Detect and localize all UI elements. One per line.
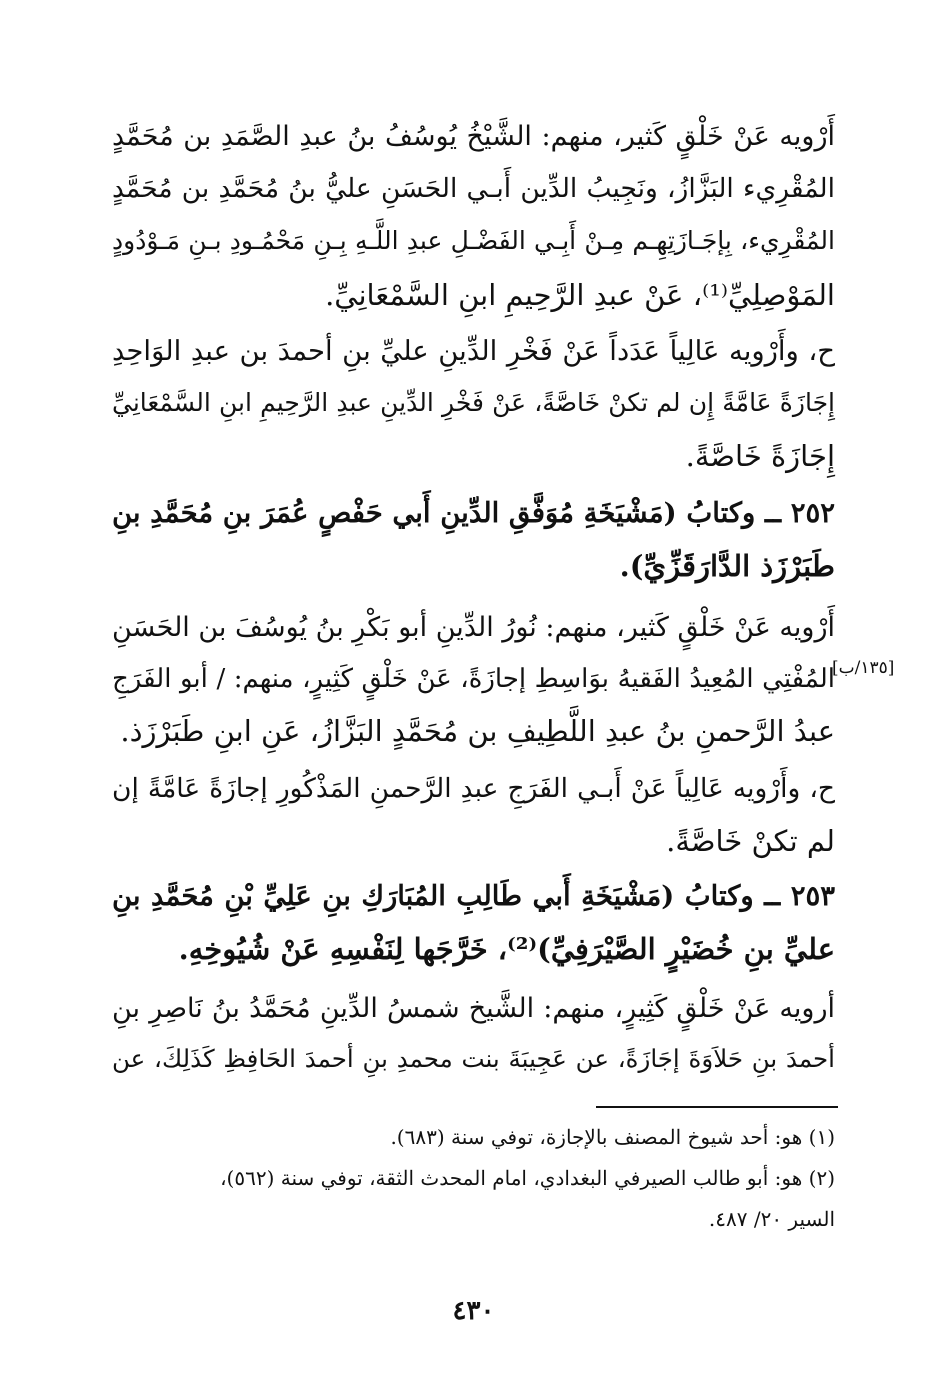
folio-margin-note: [١٣٥/ب] (832, 658, 895, 678)
text-line: عبدُ الرَّحمنِ بنُ عبدِ اللَّطِيفِ بن مُحَمَّدٍ البَزَّازُ، عَنِ ابنِ طَبَرْزَذ. (120, 714, 835, 748)
text-line: المَوْصِلِيِّ⁽¹⁾، عَنْ عبدِ الرَّحِيمِ ابنِ السَّمْعَانِيِّ. (325, 278, 835, 312)
footnote: (٢) هو: أبو طالب الصيرفي البغدادي، امام المحدث الثقة، توفي سنة (٥٦٢)، (220, 1166, 835, 1190)
footnote: (١) هو: أحد شيوخ المصنف بالإجازة، توفي سنة (٦٨٣). (390, 1125, 835, 1149)
text-line: المُقْرِيء البَزَّازُ، ونَجِيبُ الدِّين أَبـي الحَسَنِ عليُّ بنُ مُحَمَّدِ بن مُحَمَّدٍ (112, 173, 835, 204)
footnote-separator (596, 1106, 838, 1108)
entry-heading-line: ٢٥٢ ــ وكتابُ (مَشْيَخَةِ مُوَفَّقِ الدِّينِ أَبي حَفْصٍ عُمَرَ بنِ مُحَمَّدِ بنِ (112, 497, 835, 529)
text-line: أرويه عَنْ خَلْقٍ كَثِيرٍ، منهم: الشَّيخ شمسُ الدِّينِ مُحَمَّدُ بنُ نَاصِرِ بنِ (112, 993, 835, 1024)
page-number: ٤٣٠ (452, 1296, 495, 1326)
entry-heading-line: طَبَرْزَذ الدَّارَقَزِّيِّ). (619, 549, 835, 583)
entry-heading-line: عليِّ بنِ خُضَيْرٍ الصَّيْرَفِيِّ)⁽²⁾، خَرَّجَها لِنَفْسِهِ عَنْ شُيُوخِهِ. (178, 932, 835, 966)
text-line: لم تكنْ خَاصَّةً. (666, 824, 835, 858)
entry-heading-line: ٢٥٣ ــ وكتابُ (مَشْيَخَةِ أَبي طَالِبِ المُبَارَكِ بنِ عَلِيِّ بْنِ مُحَمَّدِ بنِ (112, 880, 835, 912)
text-line: ح، وأَرْويه عَالِياً عَنْ أَبـي الفَرَجِ عبدِ الرَّحمنِ المَذْكُورِ إجازَةً عَامَّةً إن (112, 773, 835, 804)
text-line: إِجَازَةً خَاصَّةً. (685, 439, 835, 473)
text-line: أَرْويه عَنْ خَلْقٍ كَثير، منهم: نُورُ الدِّينِ أبو بَكْرِ بنُ يُوسُفَ بن الحَسَنِ (112, 612, 835, 643)
text-line: إِجَازَةً عَامَّةً إِن لم تكنْ خَاصَّةً، عَنْ فَخْرِ الدِّينِ عبدِ الرَّحِيمِ ابنِ السَّمْعَانِيِّ (112, 388, 835, 417)
text-line: أحمدَ بنِ حَلاَوَةَ إجَازَةً، عن عَجِيبَةَ بنت محمدِ بنِ أحمدَ الحَافِظِ كَذَلِكَ، عن (112, 1044, 835, 1073)
text-line: المُقْرِيء، بِإجَـازَتِهِـم مِـنْ أَبِـي الفَضْـلِ عبدِ اللَّـهِ بِـنِ مَحْمُـودِ بـنِ مَـوْدُودٍ (112, 226, 835, 255)
text-line: المُفْتِي المُعِيدُ الفَقيهُ بوَاسِطِ إجازَةً، عَنْ خَلْقٍ كَثِيرٍ، منهم: / أبو الفَرَجِ (112, 664, 835, 694)
text-line: أَرْويه عَنْ خَلْقٍ كَثير، منهم: الشَّيْخُ يُوسُفُ بنُ عبدِ الصَّمَدِ بن مُحَمَّدٍ (112, 121, 835, 152)
footnote: السير ٢٠/ ٤٨٧. (708, 1207, 835, 1231)
text-line: ح، وأَرْويه عَالِياً عَدَداً عَنْ فَخْرِ الدِّينِ عليِّ بنِ أحمدَ بن عبدِ الوَاحِدِ (112, 335, 835, 367)
